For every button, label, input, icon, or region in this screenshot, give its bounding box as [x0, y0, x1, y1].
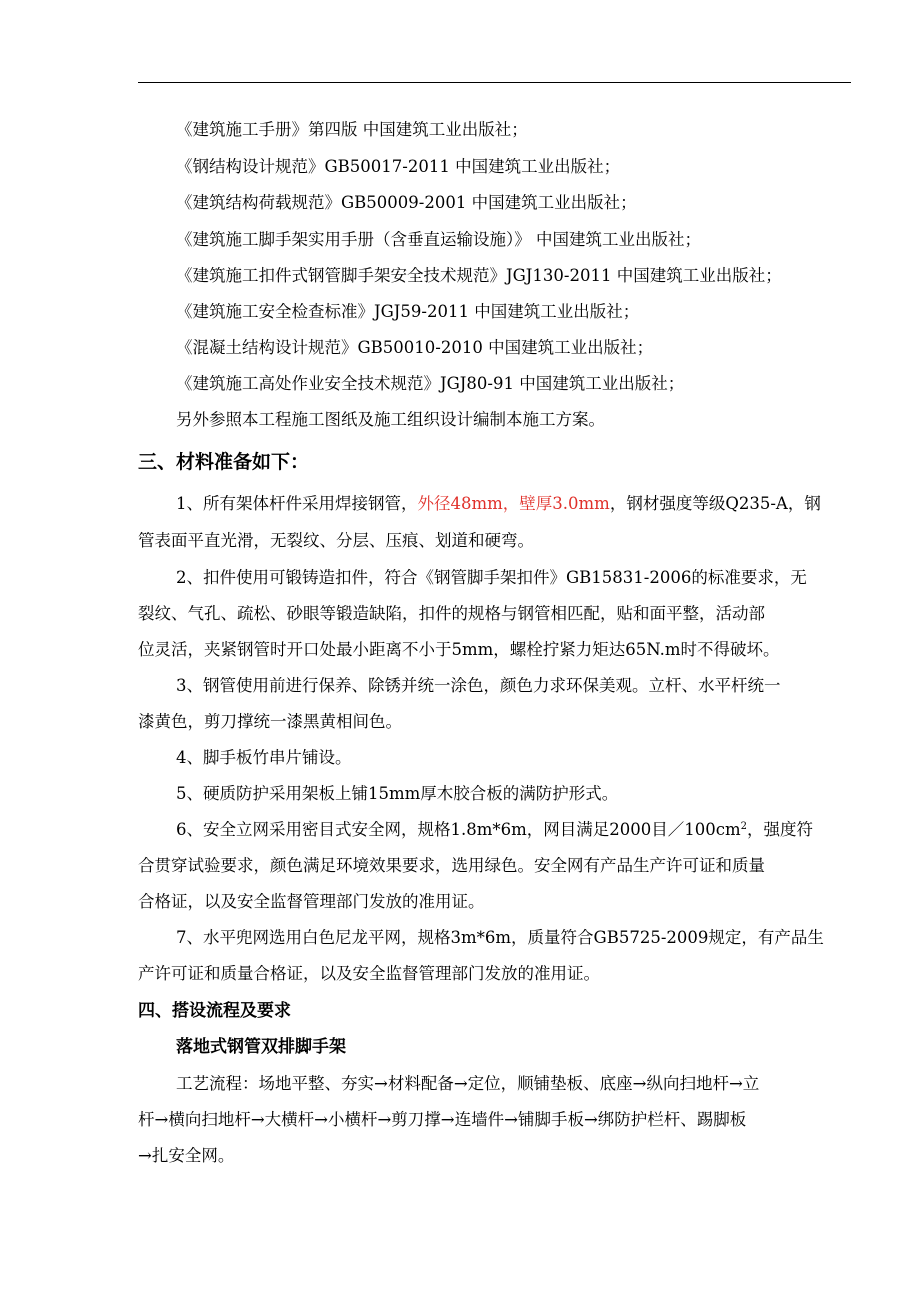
material-item-6-text-end: ，强度符	[747, 820, 814, 839]
reference-item: 《建筑施工扣件式钢管脚手架安全技术规范》JGJ130-2011 中国建筑工业出版社；	[176, 266, 782, 285]
material-item-1-prefix: 1、所有架体杆件采用焊接钢管，	[176, 494, 418, 513]
material-item-5: 5、硬质防护采用架板上铺15mm厚木胶合板的满防护形式。	[176, 784, 619, 803]
material-item-2-cont: 裂纹、气孔、疏松、砂眼等锻造缺陷，扣件的规格与钢管相匹配，贴和面平整，活动部	[138, 604, 765, 623]
material-item-3-cont: 漆黄色，剪刀撑统一漆黑黄相间色。	[138, 712, 402, 731]
material-item-1-cont: 管表面平直光滑，无裂纹、分层、压痕、划道和硬弯。	[138, 531, 534, 550]
subheading-scaffold: 落地式钢管双排脚手架	[176, 1037, 346, 1057]
reference-item: 《建筑施工脚手架实用手册（含垂直运输设施）》 中国建筑工业出版社；	[176, 230, 701, 249]
section-heading-materials: 三、材料准备如下：	[138, 451, 310, 473]
material-item-6-cont: 合贯穿试验要求，颜色满足环境效果要求，选用绿色。安全网有产品生产许可证和质量	[138, 856, 765, 875]
reference-item: 《混凝土结构设计规范》GB50010-2010 中国建筑工业出版社；	[176, 338, 654, 357]
material-item-4: 4、脚手板竹串片铺设。	[176, 748, 352, 767]
material-item-1-suffix: ，钢材强度等级Q235-A，钢	[609, 494, 821, 513]
material-item-6-cont: 合格证，以及安全监督管理部门发放的准用证。	[138, 892, 485, 911]
process-flow: 工艺流程：场地平整、夯实→材料配备→定位，顺铺垫板、底座→纵向扫地杆→立	[176, 1074, 760, 1093]
material-item-2: 2、扣件使用可锻铸造扣件，符合《钢管脚手架扣件》GB15831-2006的标准要求，无	[176, 568, 807, 587]
reference-note: 另外参照本工程施工图纸及施工组织设计编制本施工方案。	[176, 410, 605, 429]
reference-item: 《钢结构设计规范》GB50017-2011 中国建筑工业出版社；	[176, 157, 621, 176]
header-rule	[138, 82, 851, 83]
material-item-6-text: 6、安全立网采用密目式安全网，规格1.8m*6m，网目满足2000目／100cm	[176, 820, 741, 839]
reference-item: 《建筑施工安全检查标准》JGJ59-2011 中国建筑工业出版社；	[176, 302, 640, 321]
reference-item: 《建筑施工高处作业安全技术规范》JGJ80-91 中国建筑工业出版社；	[176, 374, 685, 393]
material-item-6	[176, 818, 813, 842]
material-item-2-cont: 位灵活，夹紧钢管时开口处最小距离不小于5mm，螺栓拧紧力矩达65N.m时不得破坏。	[138, 640, 780, 659]
section-heading-process: 四、搭设流程及要求	[138, 1001, 291, 1021]
material-item-1	[176, 492, 821, 516]
process-flow-cont: 杆→横向扫地杆→大横杆→小横杆→剪刀撑→连墙件→铺脚手板→绑防护栏杆、踢脚板	[138, 1110, 747, 1129]
material-item-7-cont: 产许可证和质量合格证，以及安全监督管理部门发放的准用证。	[138, 964, 600, 983]
process-flow-cont: →扎安全网。	[138, 1146, 235, 1165]
superscript: 2	[740, 821, 748, 832]
material-item-7: 7、水平兜网选用白色尼龙平网，规格3m*6m，质量符合GB5725-2009规定，有产品生	[176, 928, 824, 947]
reference-item: 《建筑结构荷载规范》GB50009-2001 中国建筑工业出版社；	[176, 193, 637, 212]
pipe-spec-highlight: 外径48mm，壁厚3.0mm	[417, 494, 610, 513]
reference-item: 《建筑施工手册》第四版 中国建筑工业出版社；	[176, 120, 528, 139]
material-item-3: 3、钢管使用前进行保养、除锈并统一涂色，颜色力求环保美观。立杆、水平杆统一	[176, 676, 781, 695]
